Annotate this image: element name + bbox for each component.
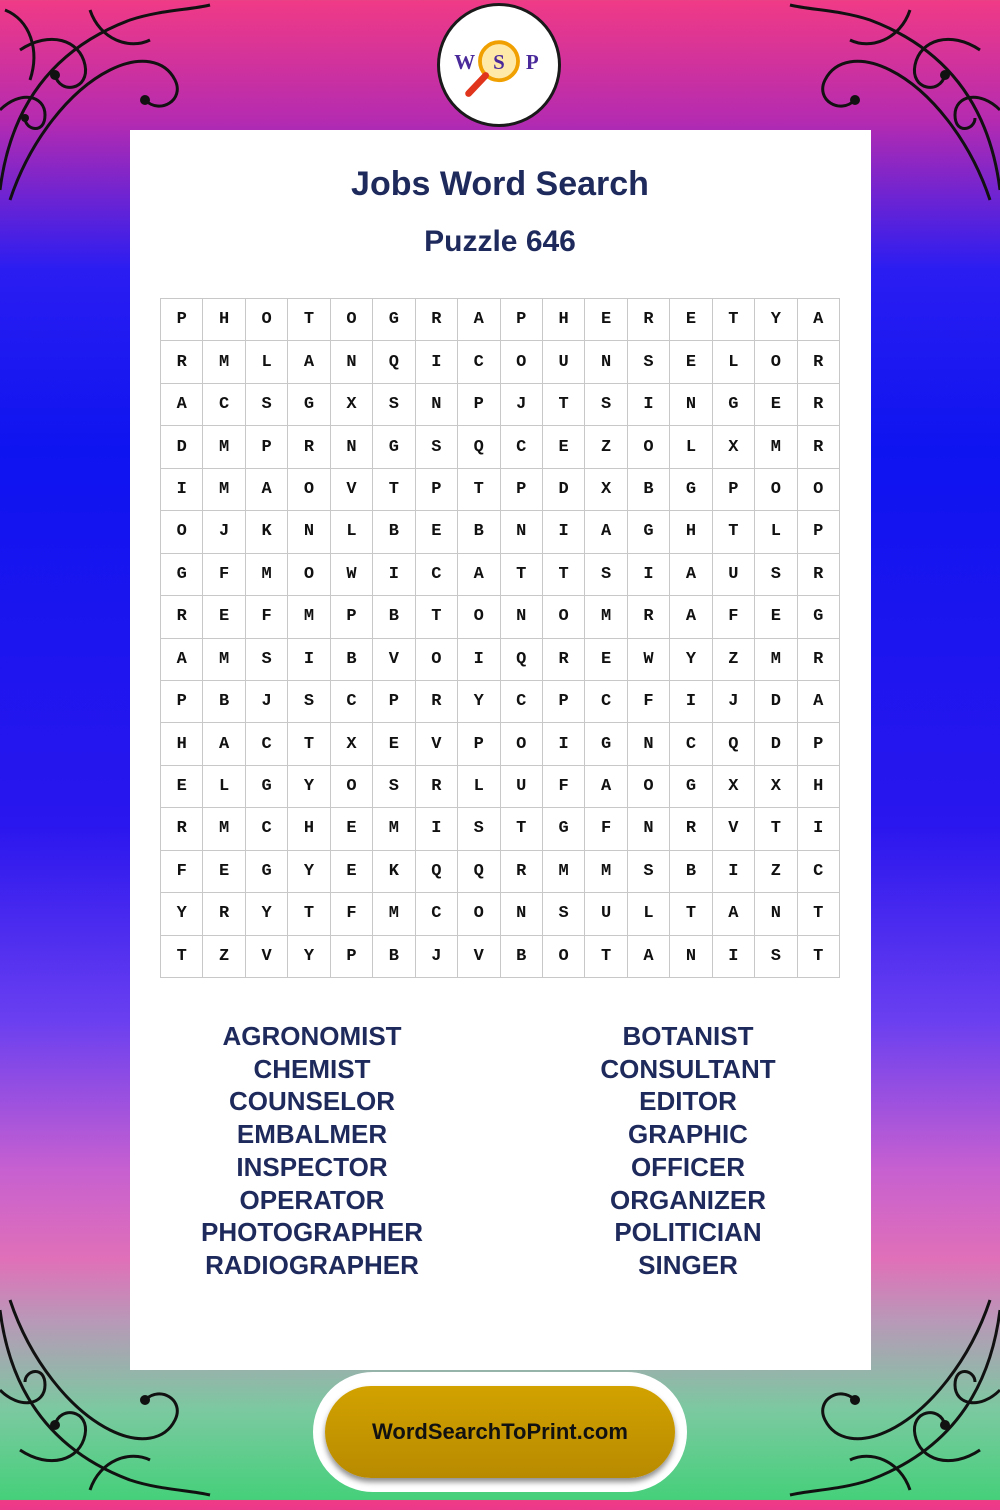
grid-cell[interactable]: A [203,723,245,765]
grid-cell[interactable]: Y [670,639,712,681]
grid-cell[interactable]: A [161,384,203,426]
grid-cell[interactable]: R [203,893,245,935]
grid-cell[interactable]: R [161,596,203,638]
grid-cell[interactable]: O [416,639,458,681]
grid-cell[interactable]: S [416,426,458,468]
grid-cell[interactable]: G [373,299,415,341]
grid-cell[interactable]: O [288,469,330,511]
grid-cell[interactable]: N [501,596,543,638]
grid-cell[interactable]: T [458,469,500,511]
grid-cell[interactable]: P [416,469,458,511]
grid-cell[interactable]: P [501,469,543,511]
grid-cell[interactable]: G [670,469,712,511]
grid-cell[interactable]: L [628,893,670,935]
grid-cell[interactable]: B [373,511,415,553]
grid-cell[interactable]: P [246,426,288,468]
grid-cell[interactable]: O [501,341,543,383]
word-list-item: ORGANIZER [610,1184,766,1215]
grid-cell[interactable]: C [246,723,288,765]
grid-cell[interactable]: X [713,426,755,468]
grid-cell[interactable]: S [755,936,797,978]
grid-cell[interactable]: E [755,596,797,638]
grid-cell[interactable]: C [458,341,500,383]
grid-cell[interactable]: T [713,511,755,553]
grid-cell[interactable]: R [543,639,585,681]
grid-cell[interactable]: W [628,639,670,681]
grid-cell[interactable]: Q [713,723,755,765]
grid-cell[interactable]: K [246,511,288,553]
grid-cell[interactable]: R [416,299,458,341]
grid-cell[interactable]: K [373,851,415,893]
grid-cell[interactable]: I [161,469,203,511]
grid-cell[interactable]: M [373,808,415,850]
grid-cell[interactable]: T [288,723,330,765]
grid-cell[interactable]: L [713,341,755,383]
grid-cell[interactable]: A [288,341,330,383]
grid-cell[interactable]: M [585,596,627,638]
grid-cell[interactable]: T [288,299,330,341]
grid-cell[interactable]: Y [288,936,330,978]
word-list-item: INSPECTOR [236,1151,388,1182]
grid-cell[interactable]: N [288,511,330,553]
grid-cell[interactable]: R [798,639,840,681]
grid-cell[interactable]: P [543,681,585,723]
grid-cell[interactable]: P [161,299,203,341]
grid-cell[interactable]: E [331,851,373,893]
grid-cell[interactable]: P [501,299,543,341]
grid-cell[interactable]: N [628,723,670,765]
grid-cell[interactable]: C [416,893,458,935]
grid-cell[interactable]: G [246,766,288,808]
grid-cell[interactable]: I [798,808,840,850]
grid-cell[interactable]: N [670,936,712,978]
grid-cell[interactable]: O [755,341,797,383]
grid-cell[interactable]: F [585,808,627,850]
grid-cell[interactable]: T [416,596,458,638]
grid-cell[interactable]: E [670,341,712,383]
grid-cell[interactable]: T [288,893,330,935]
grid-cell[interactable]: O [161,511,203,553]
grid-cell[interactable]: N [331,341,373,383]
grid-cell[interactable]: E [670,299,712,341]
grid-cell[interactable]: A [246,469,288,511]
grid-cell[interactable]: M [203,469,245,511]
grid-cell[interactable]: J [246,681,288,723]
grid-cell[interactable]: A [458,554,500,596]
grid-cell[interactable]: E [373,723,415,765]
grid-cell[interactable]: B [373,936,415,978]
grid-cell[interactable]: I [288,639,330,681]
grid-cell[interactable]: I [628,554,670,596]
grid-cell[interactable]: O [288,554,330,596]
grid-cell[interactable]: N [670,384,712,426]
grid-cell[interactable]: N [331,426,373,468]
grid-cell[interactable]: B [331,639,373,681]
grid-cell[interactable]: D [161,426,203,468]
grid-cell[interactable]: S [288,681,330,723]
grid-cell[interactable]: Q [501,639,543,681]
grid-cell[interactable]: U [585,893,627,935]
grid-cell[interactable]: B [373,596,415,638]
letter-grid [160,298,840,978]
grid-cell[interactable]: H [543,299,585,341]
grid-cell[interactable]: B [670,851,712,893]
grid-cell[interactable]: C [246,808,288,850]
grid-cell[interactable]: A [798,681,840,723]
grid-cell[interactable]: G [585,723,627,765]
grid-cell[interactable]: F [628,681,670,723]
grid-cell[interactable]: Q [416,851,458,893]
grid-cell[interactable]: R [161,341,203,383]
grid-cell[interactable]: E [585,639,627,681]
grid-cell[interactable]: S [628,851,670,893]
grid-cell[interactable]: L [458,766,500,808]
grid-cell[interactable]: Z [755,851,797,893]
grid-cell[interactable]: M [246,554,288,596]
grid-cell[interactable]: A [670,554,712,596]
grid-cell[interactable]: C [798,851,840,893]
grid-cell[interactable]: P [331,936,373,978]
grid-cell[interactable]: T [585,936,627,978]
grid-cell[interactable]: D [543,469,585,511]
grid-cell[interactable]: X [331,723,373,765]
grid-cell[interactable]: Z [713,639,755,681]
grid-cell[interactable]: F [203,554,245,596]
grid-cell[interactable]: T [501,808,543,850]
grid-cell[interactable]: V [373,639,415,681]
grid-cell[interactable]: T [543,384,585,426]
grid-cell[interactable]: A [585,511,627,553]
grid-cell[interactable]: G [288,384,330,426]
grid-cell[interactable]: J [416,936,458,978]
grid-cell[interactable]: X [585,469,627,511]
grid-cell[interactable]: G [798,596,840,638]
grid-cell[interactable]: I [416,341,458,383]
grid-cell[interactable]: E [585,299,627,341]
grid-cell[interactable]: O [246,299,288,341]
grid-cell[interactable]: F [161,851,203,893]
grid-cell[interactable]: P [373,681,415,723]
grid-cell[interactable]: H [203,299,245,341]
grid-cell[interactable]: Z [585,426,627,468]
word-list-item: EMBALMER [236,1119,388,1150]
word-list-item: AGRONOMIST [222,1021,402,1051]
grid-cell[interactable]: P [798,723,840,765]
logo-letter-p: P [525,49,539,74]
grid-cell[interactable]: P [713,469,755,511]
grid-cell[interactable]: A [161,639,203,681]
grid-cell[interactable]: O [755,469,797,511]
grid-cell[interactable]: E [161,766,203,808]
grid-cell[interactable]: M [288,596,330,638]
grid-cell[interactable]: G [543,808,585,850]
grid-cell[interactable]: S [628,341,670,383]
grid-cell[interactable]: O [458,596,500,638]
logo-letter-s: S [493,49,505,74]
grid-cell[interactable]: V [458,936,500,978]
grid-cell[interactable]: M [203,426,245,468]
grid-cell[interactable]: J [501,384,543,426]
grid-cell[interactable]: C [203,384,245,426]
grid-cell[interactable]: A [458,299,500,341]
grid-cell[interactable]: R [416,766,458,808]
site-link-button[interactable]: WordSearchToPrint.com [325,1386,675,1478]
grid-cell[interactable]: G [246,851,288,893]
grid-cell[interactable]: C [670,723,712,765]
grid-cell[interactable]: O [331,299,373,341]
grid-cell[interactable]: A [628,936,670,978]
grid-cell[interactable]: V [713,808,755,850]
grid-cell[interactable]: I [373,554,415,596]
grid-cell[interactable]: H [798,766,840,808]
grid-cell[interactable]: M [203,639,245,681]
grid-cell[interactable]: C [331,681,373,723]
grid-cell[interactable]: V [331,469,373,511]
word-list-left [162,1020,462,1282]
grid-cell[interactable]: H [288,808,330,850]
grid-cell[interactable]: A [670,596,712,638]
grid-cell[interactable]: F [331,893,373,935]
grid-cell[interactable]: O [331,766,373,808]
grid-cell[interactable]: O [628,766,670,808]
grid-cell[interactable]: I [458,639,500,681]
word-list-right [538,1020,838,1282]
grid-cell[interactable]: Q [458,851,500,893]
grid-cell[interactable]: P [458,723,500,765]
grid-cell[interactable]: Y [755,299,797,341]
grid-cell[interactable]: U [543,341,585,383]
grid-cell[interactable]: R [798,341,840,383]
grid-cell[interactable]: R [798,554,840,596]
grid-cell[interactable]: R [501,851,543,893]
grid-cell[interactable]: Y [458,681,500,723]
grid-cell[interactable]: B [203,681,245,723]
grid-cell[interactable]: N [416,384,458,426]
logo-letter-w: W [454,49,476,74]
grid-cell[interactable]: D [755,723,797,765]
grid-cell[interactable]: M [373,893,415,935]
word-list-item: PHOTOGRAPHER [201,1217,423,1248]
word-list-item: SINGER [638,1249,738,1280]
grid-cell[interactable]: S [373,766,415,808]
grid-cell[interactable]: R [416,681,458,723]
grid-cell[interactable]: Q [458,426,500,468]
grid-cell[interactable]: E [543,426,585,468]
grid-cell[interactable]: I [713,851,755,893]
grid-cell[interactable]: I [543,511,585,553]
grid-cell[interactable]: E [203,851,245,893]
grid-cell[interactable]: B [458,511,500,553]
grid-cell[interactable]: S [458,808,500,850]
grid-cell[interactable]: H [161,723,203,765]
grid-cell[interactable]: I [713,936,755,978]
grid-cell[interactable]: R [628,596,670,638]
grid-cell[interactable]: L [670,426,712,468]
grid-cell[interactable]: E [755,384,797,426]
grid-cell[interactable]: R [288,426,330,468]
grid-cell[interactable]: G [373,426,415,468]
grid-cell[interactable]: R [670,808,712,850]
grid-cell[interactable]: B [628,469,670,511]
grid-cell[interactable]: S [246,384,288,426]
grid-cell[interactable]: R [798,384,840,426]
grid-cell[interactable]: X [713,766,755,808]
grid-cell[interactable]: N [501,893,543,935]
grid-cell[interactable]: R [798,426,840,468]
grid-cell[interactable]: T [798,893,840,935]
grid-cell[interactable]: U [501,766,543,808]
grid-cell[interactable]: V [416,723,458,765]
grid-cell[interactable]: W [331,554,373,596]
grid-cell[interactable]: Y [288,766,330,808]
grid-cell[interactable]: T [713,299,755,341]
word-list-item: COUNSELOR [228,1086,396,1117]
grid-cell[interactable]: P [458,384,500,426]
grid-cell[interactable]: M [585,851,627,893]
grid-cell[interactable]: M [203,341,245,383]
grid-cell[interactable]: T [670,893,712,935]
word-list-item: OFFICER [630,1151,746,1182]
grid-cell[interactable]: Y [288,851,330,893]
word-list-item: GRAPHIC [628,1119,748,1150]
grid-cell[interactable]: X [755,766,797,808]
grid-cell[interactable]: B [501,936,543,978]
grid-cell[interactable]: O [798,469,840,511]
grid-cell[interactable]: G [713,384,755,426]
grid-cell[interactable]: S [585,384,627,426]
grid-cell[interactable]: H [670,511,712,553]
grid-cell[interactable]: V [246,936,288,978]
grid-cell[interactable]: N [628,808,670,850]
grid-cell[interactable]: J [203,511,245,553]
magnifier-logo-icon [440,6,558,124]
puzzle-number: Puzzle 646 [424,225,576,258]
grid-cell[interactable]: E [331,808,373,850]
grid-cell[interactable]: G [628,511,670,553]
grid-cell[interactable]: Y [246,893,288,935]
grid-cell[interactable]: M [203,808,245,850]
grid-cell[interactable]: P [161,681,203,723]
grid-cell[interactable]: S [585,554,627,596]
grid-cell[interactable]: O [501,723,543,765]
word-list-item: CONSULTANT [600,1053,776,1084]
grid-cell[interactable]: S [543,893,585,935]
grid-cell[interactable]: O [628,426,670,468]
grid-cell[interactable]: U [713,554,755,596]
grid-cell[interactable]: C [585,681,627,723]
grid-cell[interactable]: T [798,936,840,978]
word-list-item: POLITICIAN [614,1217,762,1248]
grid-cell[interactable]: F [713,596,755,638]
grid-cell[interactable]: P [798,511,840,553]
grid-cell[interactable]: Z [203,936,245,978]
grid-cell[interactable]: M [755,639,797,681]
grid-cell[interactable]: Y [161,893,203,935]
site-logo[interactable] [437,3,561,127]
grid-cell[interactable]: T [373,469,415,511]
grid-cell[interactable]: R [161,808,203,850]
grid-cell[interactable]: S [755,554,797,596]
page-title: Jobs Word Search [351,165,649,203]
grid-cell[interactable]: L [203,766,245,808]
word-list-item: BOTANIST [622,1021,754,1051]
grid-cell[interactable]: R [628,299,670,341]
grid-cell[interactable]: C [501,681,543,723]
grid-cell[interactable]: E [203,596,245,638]
grid-cell[interactable]: Q [373,341,415,383]
grid-cell[interactable]: M [543,851,585,893]
grid-cell[interactable]: C [501,426,543,468]
grid-cell[interactable]: F [246,596,288,638]
grid-cell[interactable]: E [416,511,458,553]
grid-cell[interactable]: N [755,893,797,935]
word-list-item: CHEMIST [253,1053,371,1084]
grid-cell[interactable]: D [755,681,797,723]
grid-cell[interactable]: J [713,681,755,723]
grid-cell[interactable]: T [755,808,797,850]
grid-cell[interactable]: O [458,893,500,935]
grid-cell[interactable]: O [543,596,585,638]
grid-cell[interactable]: I [628,384,670,426]
grid-cell[interactable]: L [331,511,373,553]
grid-cell[interactable]: N [585,341,627,383]
grid-cell[interactable]: L [246,341,288,383]
grid-cell[interactable]: M [755,426,797,468]
grid-cell[interactable]: I [543,723,585,765]
word-list-item: RADIOGRAPHER [205,1249,419,1280]
grid-cell[interactable]: N [501,511,543,553]
grid-cell[interactable]: I [416,808,458,850]
grid-cell[interactable]: F [543,766,585,808]
grid-cell[interactable]: T [543,554,585,596]
grid-cell[interactable]: A [713,893,755,935]
word-list-item: EDITOR [639,1086,737,1117]
grid-cell[interactable]: A [585,766,627,808]
grid-cell[interactable]: S [373,384,415,426]
grid-cell[interactable]: L [755,511,797,553]
grid-cell[interactable]: T [161,936,203,978]
grid-cell[interactable]: T [501,554,543,596]
grid-cell[interactable]: C [416,554,458,596]
grid-cell[interactable]: G [670,766,712,808]
grid-cell[interactable]: I [670,681,712,723]
grid-cell[interactable]: X [331,384,373,426]
grid-cell[interactable]: A [798,299,840,341]
grid-cell[interactable]: S [246,639,288,681]
grid-cell[interactable]: P [331,596,373,638]
grid-cell[interactable]: O [543,936,585,978]
word-list-item: OPERATOR [239,1184,385,1215]
grid-cell[interactable]: G [161,554,203,596]
